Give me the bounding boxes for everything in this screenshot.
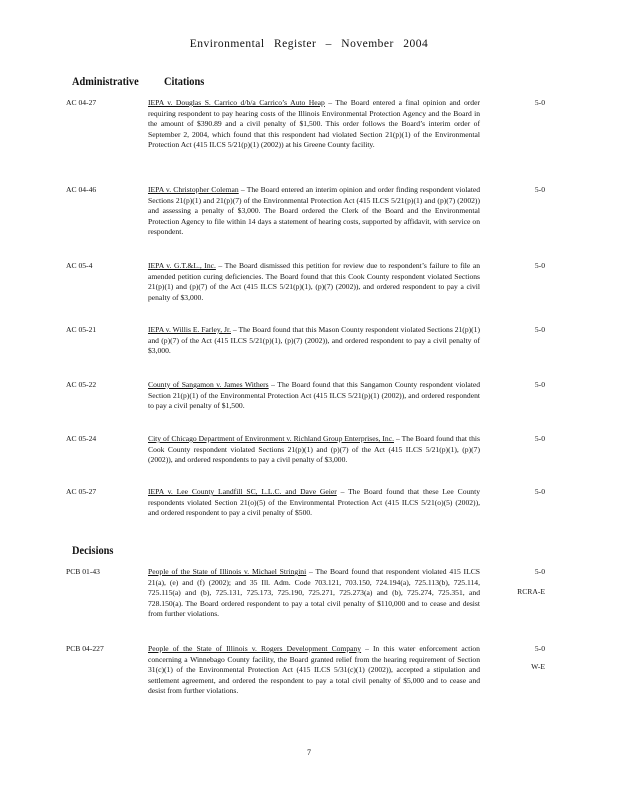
case-number: AC 05-27 — [66, 487, 97, 496]
case-title: City of Chicago Department of Environment v. Richland Group Enterprises, Inc. — [148, 434, 395, 443]
vote-tally: 5-0 — [534, 434, 545, 443]
case-summary: – The Board dismissed this petition for review due to respondent’s failure to file an amended petition curing deficiencies. The Board found that this Cook County respondent violated Sections 21(p)(1) and (p)(7) of the Act (415 ILCS 5/21(p)(1), (p)(7) (2002)), and ordered respondent to pay a civil penalty of $3,000. — [148, 261, 480, 302]
case-number: PCB 04-227 — [66, 644, 104, 653]
case-title: IEPA v. Willis E. Farley, Jr. — [148, 325, 231, 334]
case-summary: – The Board found that these Lee County respondents violated Section 21(o)(5) of the Environmental Protection Act (415 ILCS 5/21(o)(5) (2002)), and ordered respondent to pay a civil penalty of $500. — [148, 487, 480, 518]
case-title: IEPA v. G.T.&L., Inc. — [148, 261, 216, 270]
vote-tally: 5-0 — [534, 487, 545, 496]
vote-tally: 5-0 — [534, 98, 545, 107]
case-summary: – The Board found that respondent violated 415 ILCS 21(a), (e) and (f) (2002); and 35 Ill. Adm. Code 703.121, 703.150, 724.194(a), 725.113(b), 725.114, 725.115(a) and (b), 725.131, 725.173, 725.190, 725.271, 725.273(a) and (b), 725.274, 725.351, and 728.150(a). The Board ordered respondent to pay a total civil penalty of $110,000 and to cease and desist from further violations. — [148, 567, 480, 619]
vote-tally: 5-0 — [534, 185, 545, 194]
vote-tally: 5-0 — [534, 644, 545, 653]
case-summary: – The Board found that this Cook County respondent violated Sections 21(p)(1) and (p)(7) of the Act (415 ILCS 5/21(p)(1), (p)(7) (2002)), and ordered respondents to pay a civil penalty of $3,000. — [148, 434, 480, 465]
section-administrative: Administrative — [72, 76, 139, 88]
vote-tally: 5-0 — [534, 380, 545, 389]
case-title: County of Sangamon v. James Withers — [148, 380, 269, 389]
section-decisions: Decisions — [72, 545, 114, 557]
case-number: AC 05-24 — [66, 434, 97, 443]
entry-body — [148, 567, 480, 620]
case-number: AC 05-21 — [66, 325, 97, 334]
case-summary: – In this water enforcement action concerning a Winnebago County facility, the Board granted relief from the hearing requirement of Section 31(c)(1) of the Environmental Protection Act (415 ILCS 5/31(c)(1) (2002)), accepted a stipulation and settlement agreement, and ordered the respondent to pay a total civil penalty of $5,000 and to cease and desist from further violations. — [148, 644, 480, 696]
entry-body — [148, 325, 480, 357]
case-number: AC 05-4 — [66, 261, 93, 270]
case-number: AC 04-46 — [66, 185, 97, 194]
entry-body — [148, 380, 480, 412]
vote-note: RCRA-E — [517, 587, 545, 596]
entry-body — [148, 434, 480, 466]
vote-tally: 5-0 — [534, 567, 545, 576]
vote-tally: 5-0 — [534, 261, 545, 270]
entry-body — [148, 644, 480, 697]
case-number: AC 05-22 — [66, 380, 97, 389]
case-title: People of the State of Illinois v. Rogers Development Company — [148, 644, 362, 653]
page-header: Environmental Register – November 2004 — [189, 38, 429, 50]
case-title: IEPA v. Lee County Landfill SC, L.L.C. and Dave Geier — [148, 487, 337, 496]
case-title: IEPA v. Douglas S. Carrico d/b/a Carrico’s Auto Heap — [148, 98, 325, 107]
vote-note: W-E — [531, 662, 545, 671]
case-number: PCB 01-43 — [66, 567, 100, 576]
case-summary: – The Board entered an interim opinion and order finding respondent violated Sections 21(p)(1) and 21(p)(7) of the Environmental Protection Act (415 ILCS 5/21(p)(1) and (p)(7) (2002)) and assessing a penalty of $3,000. The Board ordered the Clerk of the Board and the Environmental Protection Agency to file within 14 days a statement of hearing costs, supported by affidavit, with service on respondent. — [148, 185, 480, 237]
entry-body — [148, 487, 480, 519]
vote-tally: 5-0 — [534, 325, 545, 334]
section-citations: Citations — [164, 76, 205, 88]
case-number: AC 04-27 — [66, 98, 97, 107]
entry-body — [148, 261, 480, 303]
entry-body — [148, 185, 480, 238]
case-title: People of the State of Illinois v. Michael Stringini — [148, 567, 307, 576]
case-summary: – The Board found that this Mason County respondent violated Sections 21(p)(1) and (p)(7) of the Act (415 ILCS 5/21(p)(1), (p)(7) (2002)), and ordered respondent to pay a civil penalty of $3,000. — [148, 325, 480, 356]
case-summary: – The Board found that this Sangamon County respondent violated Section 21(p)(1) of the Environmental Protection Act (415 ILCS 5/21(p)(1) (2002)), and ordered respondent to pay a civil penalty of $1,500. — [148, 380, 480, 411]
case-summary: – The Board entered a final opinion and order requiring respondent to pay hearing costs of the Illinois Environmental Protection Agency and the Board in the amount of $390.89 and a civil penalty of $1,500. This order follows the Board’s interim order of September 2, 2004, which found that this respondent had violated Section 21(p)(1) of the Environmental Protection Act (415 ILCS 5/21(p)(1) (2002)) at his Greene County facility. — [148, 98, 480, 150]
entry-body — [148, 98, 480, 151]
page-number: 7 — [307, 748, 311, 757]
case-title: IEPA v. Christopher Coleman — [148, 185, 239, 194]
